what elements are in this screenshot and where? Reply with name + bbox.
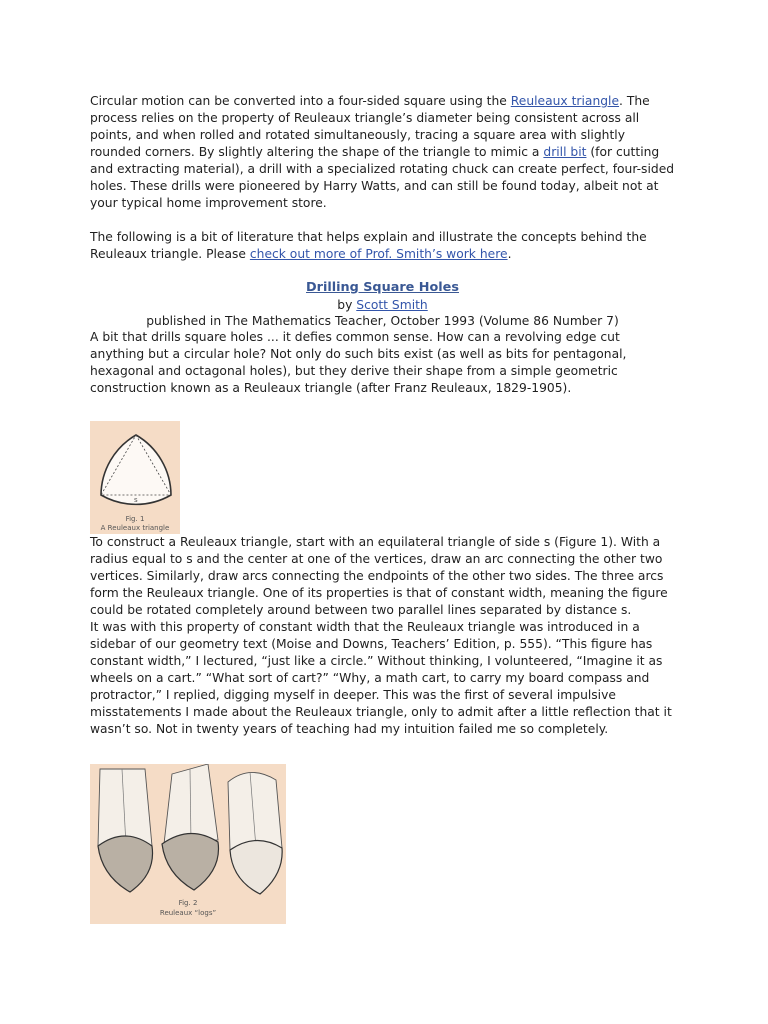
figure-2-caption: Reuleaux “logs” bbox=[159, 909, 217, 917]
side-label: s bbox=[134, 496, 138, 504]
reuleaux-logs-figure bbox=[90, 764, 286, 924]
intro-text: (for cutting and extracting material), a drill with a specialized rotating chuck can create perfect, four-sided holes. These drills were pioneered by Harry Watts, and can still be found today, albeit not at your typical home improvement store. bbox=[90, 145, 675, 210]
article-byline bbox=[90, 297, 675, 313]
article-title bbox=[90, 279, 675, 297]
article-header bbox=[90, 279, 675, 329]
smith-work-link[interactable]: check out more of Prof. Smith’s work here bbox=[249, 247, 508, 261]
article-title-link[interactable]: Drilling Square Holes bbox=[306, 280, 459, 295]
article-paragraph-1: A bit that drills square holes ... it defies common sense. How can a revolving edge cut anything but a circular hole? Not only do such bits exist (as well as bits for pentagonal, hexagonal and octagonal holes), but they derive their shape from a simple geometric construction known as a Reuleaux triangle (after Franz Reuleaux, 1829-1905). bbox=[90, 330, 627, 395]
drill-bit-link[interactable]: drill bit bbox=[543, 145, 587, 159]
figure-2-label: Fig. 2 bbox=[178, 899, 198, 907]
intro-paragraph-2 bbox=[90, 229, 675, 263]
intro-text: The following is a bit of literature that helps explain and illustrate the concepts behind the Reuleaux triangle. Please bbox=[90, 230, 647, 261]
intro-text: . bbox=[507, 247, 512, 261]
article-paragraph-2: To construct a Reuleaux triangle, start with an equilateral triangle of side s (Figure 1). With a radius equal to s and the center at one of the vertices, draw an arc connecting the other two vertices. Similarly, draw arcs connecting the endpoints of the other two sides. The three arcs form the Reuleaux triangle. One of its properties is that of constant width, meaning the figure could be rotated completely around between two parallel lines separated by distance s. bbox=[90, 535, 668, 617]
article-paragraph-3: It was with this property of constant width that the Reuleaux triangle was introduced in a sidebar of our geometry text (Moise and Downs, Teachers’ Edition, p. 555). “This figure has constant width,” I lectured, “just like a circle.” Without thinking, I volunteered, “Imagine it as wheels on a cart.” “What sort of cart?” “Why, a math cart, to carry my board compass and protractor,” I replied, digging myself in deeper. This was the first of several impulsive misstatements I made about the Reuleaux triangle, only to admit after a little reflection that it wasn’t so. Not in twenty years of teaching had my intuition failed me so completely. bbox=[90, 620, 672, 736]
reuleaux-triangle-link[interactable]: Reuleaux triangle bbox=[510, 94, 620, 108]
reuleaux-triangle-figure bbox=[90, 421, 180, 534]
intro-paragraph-1 bbox=[90, 93, 675, 212]
page-content bbox=[90, 93, 675, 924]
figure-1-label: Fig. 1 bbox=[125, 515, 145, 523]
intro-text: . The process relies on the property of Reuleaux triangle’s diameter being consistent across all points, and when rolled and rotated simultaneously, tracing a square area with slightly rounded corners. By slightly altering the shape of the triangle to mimic a bbox=[90, 94, 650, 159]
intro-text: Circular motion can be converted into a four-sided square using the bbox=[90, 94, 511, 108]
byline-prefix: by bbox=[337, 298, 357, 312]
figure-1-caption: A Reuleaux triangle bbox=[100, 524, 170, 532]
article-publication: published in The Mathematics Teacher, October 1993 (Volume 86 Number 7) bbox=[146, 314, 619, 328]
author-link[interactable]: Scott Smith bbox=[356, 298, 428, 312]
